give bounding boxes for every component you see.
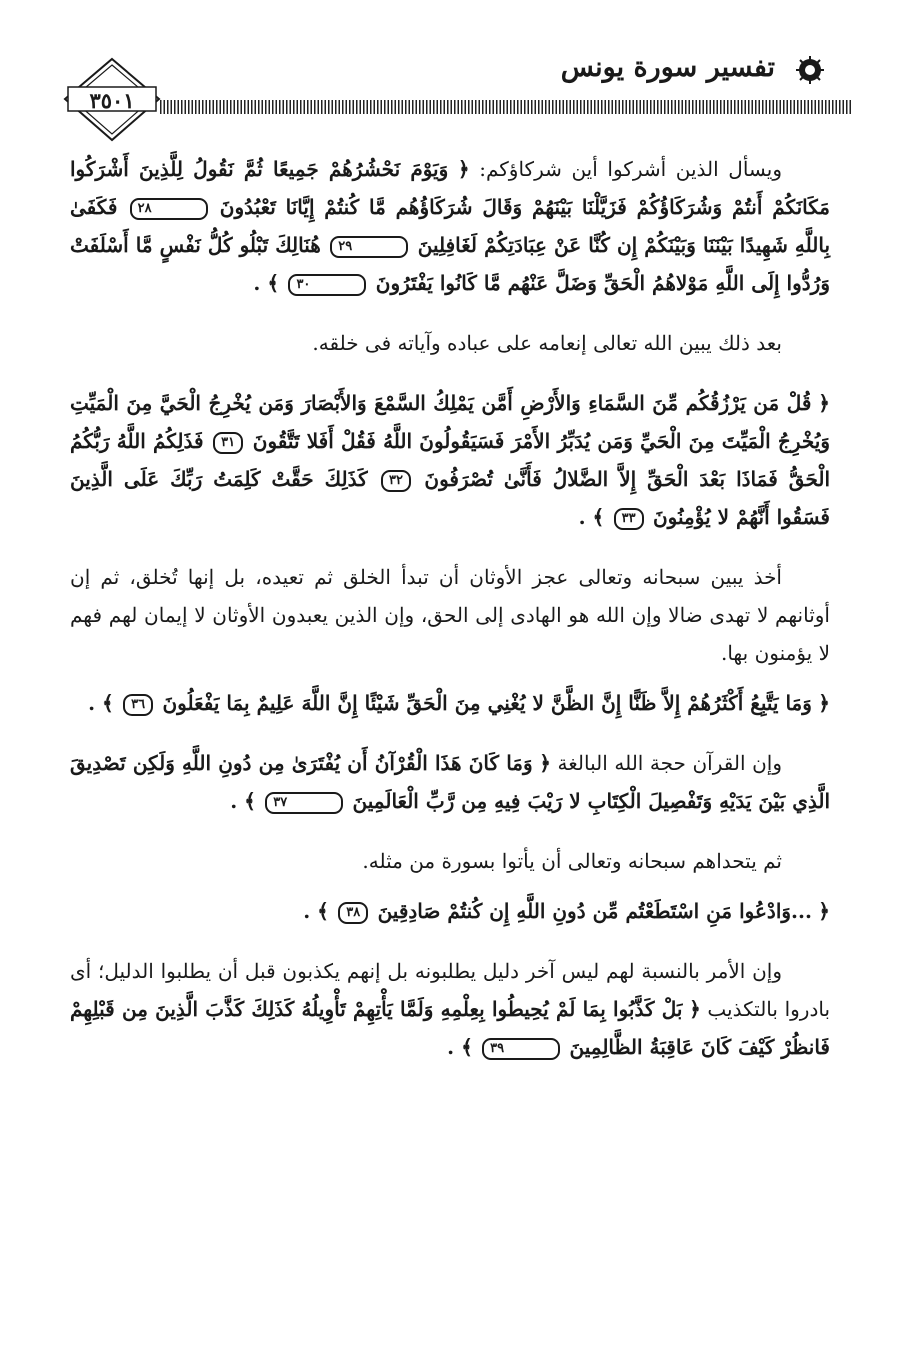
paragraph [70, 684, 830, 722]
verse-number-marker: ٣١ [213, 432, 243, 454]
commentary-text: بعد ذلك يبين الله تعالى إنعامه على عباده وآياته فى خلقه. [312, 331, 782, 355]
paragraph [70, 324, 830, 362]
quran-verse-text: وَمَا كَانَ هَذَا الْقُرْآنُ أَن يُفْتَرَىٰ مِن دُونِ اللَّهِ وَلَكِن تَصْدِيقَ الَّذِي بَيْنَ يَدَيْهِ وَتَفْصِيلَ الْكِتَابِ لا رَيْبَ فِيهِ مِن رَّبِّ الْعَالَمِينَ [70, 751, 830, 813]
page-number: ٣٥٠١ [89, 88, 135, 113]
verse-number-marker: ٣٠ [288, 274, 366, 296]
quran-verse-text: وَيَوْمَ نَحْشُرُهُمْ جَمِيعًا ثُمَّ نَقُولُ لِلَّذِينَ أَشْرَكُوا مَكَانَكُمْ أَنتُمْ وَشُرَكَاؤُكُمْ فَزَيَّلْنَا بَيْنَهُمْ وَقَالَ شُرَكَاؤُهُم مَّا كُنتُمْ إِيَّانَا تَعْبُدُونَ [70, 157, 830, 219]
paragraph [70, 952, 830, 1066]
quran-verse-text: وَمَا يَتَّبِعُ أَكْثَرُهُمْ إِلاَّ ظَنًّا إِنَّ الظَّنَّ لا يُغْنِي مِنَ الْحَقِّ شَيْئًا إِنَّ اللَّهَ عَلِيمٌ بِمَا يَفْعَلُونَ [162, 691, 812, 715]
paragraph [70, 744, 830, 820]
commentary-text: ثم يتحداهم سبحانه وتعالى أن يأتوا بسورة من مثله. [362, 849, 782, 873]
commentary-text: وإن الأمر بالنسبة لهم ليس آخر دليل يطلبونه بل إنهم يكذبون قبل أن يطلبوا الدليل؛ أى بادروا بالتكذيب [70, 959, 831, 1021]
quran-close-bracket: ﴾ . [303, 899, 329, 923]
quran-open-bracket: ﴿ [689, 997, 701, 1021]
quran-verse-text: بَلْ كَذَّبُوا بِمَا لَمْ يُحِيطُوا بِعِلْمِهِ وَلَمَّا يَأْتِهِمْ تَأْوِيلُهُ كَذَلِكَ كَذَّبَ الَّذِينَ مِن قَبْلِهِمْ فَانظُرْ كَيْفَ كَانَ عَاقِبَةُ الظَّالِمِينَ [70, 997, 830, 1059]
quran-open-bracket: ﴿ [818, 899, 830, 923]
quran-verse-text: قُلْ مَن يَرْزُقُكُم مِّنَ السَّمَاءِ وَالأَرْضِ أَمَّن يَمْلِكُ السَّمْعَ وَالأَبْصَارَ وَمَن يُخْرِجُ الْحَيَّ مِنَ الْمَيِّتِ وَيُخْرِجُ الْمَيِّتَ مِنَ الْحَيِّ وَمَن يُدَبِّرُ الأَمْرَ فَسَيَقُولُونَ اللَّهُ فَقُلْ أَفَلا تَتَّقُونَ [70, 391, 830, 453]
paragraph [70, 558, 830, 672]
quran-verse-text: هُنَالِكَ تَبْلُو كُلُّ نَفْسٍ مَّا أَسْلَفَتْ وَرُدُّوا إِلَى اللَّهِ مَوْلاهُمُ الْحَقِّ وَضَلَّ عَنْهُم مَّا كَانُوا يَفْتَرُونَ [70, 233, 830, 295]
paragraph [70, 150, 830, 302]
quran-open-bracket: ﴿ [457, 157, 470, 181]
commentary-text: ويسأل الذين أشركوا أين شركاؤكم: [479, 157, 782, 181]
quran-close-bracket: ﴾ . [578, 505, 605, 529]
header-rule [160, 100, 853, 114]
commentary-text: أخذ يبين سبحانه وتعالى عجز الأوثان أن تبدأ الخلق ثم تعيده، بل إنها تُخلق، ثم إن أوثانهم لا تهدى ضالا وإن الله هو الهادى إلى الحق، وإن الذين يعبدون الأوثان لا إيمان لهم فهم لا يؤمنون بها. [70, 565, 830, 665]
quran-close-bracket: ﴾ . [88, 691, 114, 715]
quran-open-bracket: ﴿ [818, 391, 830, 415]
running-title: تفسير سورة يونس [560, 52, 775, 83]
commentary-text: وإن القرآن حجة الله البالغة [557, 751, 783, 775]
quran-close-bracket: ﴾ . [230, 789, 256, 813]
verse-number-marker: ٣٧ [265, 792, 343, 814]
verse-number-marker: ٣٦ [123, 694, 153, 716]
quran-verse-text: ...وَادْعُوا مَنِ اسْتَطَعْتُم مِّن دُونِ اللَّهِ إِن كُنتُمْ صَادِقِينَ [377, 899, 812, 923]
verse-number-marker: ٣٩ [482, 1038, 560, 1060]
verse-number-marker: ٢٨ [130, 198, 208, 220]
quran-verse-text: فَذَلِكُمُ اللَّهُ رَبُّكُمُ الْحَقُّ فَمَاذَا بَعْدَ الْحَقِّ إِلاَّ الضَّلالُ فَأَنَّىٰ تُصْرَفُونَ [70, 429, 831, 491]
paragraph [70, 384, 830, 536]
verse-number-marker: ٣٣ [614, 508, 644, 530]
quran-open-bracket: ﴿ [818, 691, 830, 715]
verse-number-marker: ٢٩ [330, 236, 408, 258]
verse-number-marker: ٣٨ [338, 902, 368, 924]
verse-number-marker: ٣٢ [381, 470, 411, 492]
paragraph [70, 892, 830, 930]
quran-verse-text: فَكَفَىٰ بِاللَّهِ شَهِيدًا بَيْنَنَا وَبَيْنَكُمْ إِن كُنَّا عَنْ عِبَادَتِكُمْ لَغَافِلِينَ [70, 195, 831, 257]
page-header [0, 0, 915, 150]
ornament-icon [795, 55, 825, 85]
quran-verse-text: كَذَلِكَ حَقَّتْ كَلِمَتُ رَبِّكَ عَلَى الَّذِينَ فَسَقُوا أَنَّهُمْ لا يُؤْمِنُونَ [70, 467, 830, 529]
paragraph [70, 842, 830, 880]
quran-close-bracket: ﴾ . [447, 1035, 473, 1059]
quran-open-bracket: ﴿ [539, 751, 551, 775]
body-text [70, 150, 830, 1078]
quran-close-bracket: ﴾ . [253, 271, 280, 295]
